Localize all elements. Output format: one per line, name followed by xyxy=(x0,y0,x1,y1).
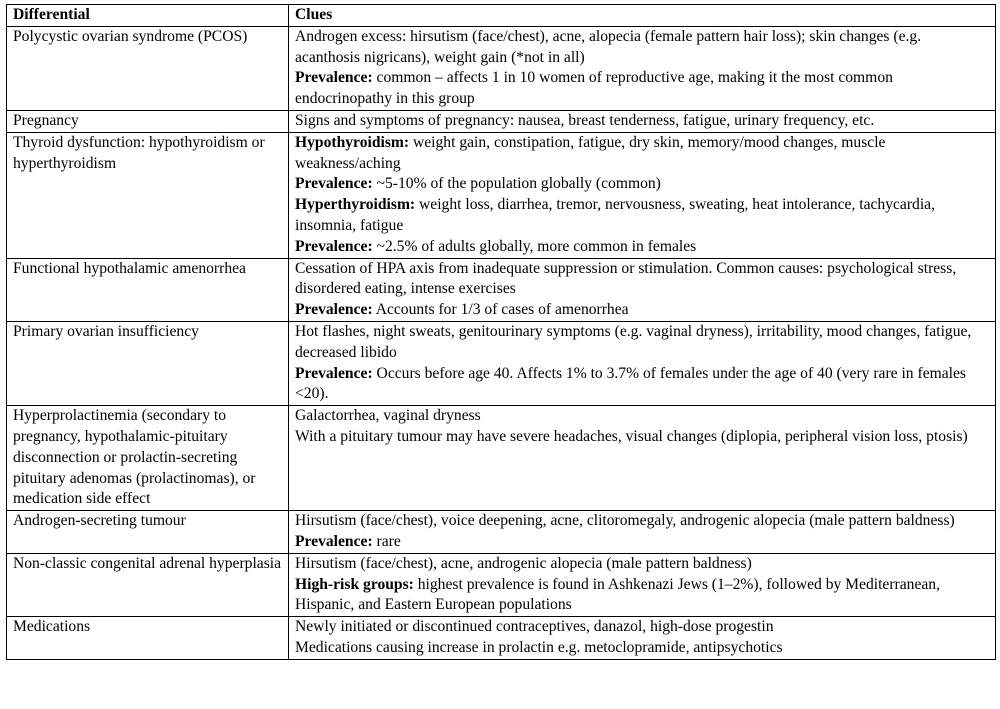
differential-cell: Thyroid dysfunction: hypothyroidism or hyperthyroidism xyxy=(7,132,289,258)
clue-line xyxy=(295,237,989,258)
clue-line xyxy=(295,111,989,132)
clue-text: ~2.5% of adults globally, more common in females xyxy=(372,237,697,255)
clue-label: High-risk groups: xyxy=(295,575,414,593)
clue-label: Prevalence: xyxy=(295,532,373,550)
differential-cell: Androgen-secreting tumour xyxy=(7,511,289,554)
clue-line xyxy=(295,427,989,448)
table-row xyxy=(7,132,996,258)
differential-cell: Medications xyxy=(7,617,289,660)
clue-line xyxy=(295,27,989,69)
clue-text: Newly initiated or discontinued contraceptives, danazol, high-dose progestin xyxy=(295,618,774,636)
clues-cell xyxy=(289,258,996,321)
clues-cell xyxy=(289,511,996,554)
differential-cell: Polycystic ovarian syndrome (PCOS) xyxy=(7,26,289,110)
clue-line xyxy=(295,511,989,532)
clue-text: Galactorrhea, vaginal dryness xyxy=(295,407,481,425)
table-row xyxy=(7,617,996,660)
differential-cell: Non-classic congenital adrenal hyperplasia xyxy=(7,553,289,616)
clues-cell xyxy=(289,321,996,405)
differential-cell: Pregnancy xyxy=(7,110,289,132)
table-row xyxy=(7,511,996,554)
clue-line xyxy=(295,575,989,617)
clue-text: Hirsutism (face/chest), voice deepening, acne, clitoromegaly, androgenic alopecia (male pattern baldness) xyxy=(295,512,955,530)
clues-cell xyxy=(289,406,996,511)
clue-label: Prevalence: xyxy=(295,175,373,193)
table-row xyxy=(7,110,996,132)
table-row xyxy=(7,26,996,110)
clue-line xyxy=(295,259,989,301)
clue-line xyxy=(295,638,989,659)
table-row xyxy=(7,258,996,321)
clue-text: Hirsutism (face/chest), acne, androgenic alopecia (male pattern baldness) xyxy=(295,554,752,572)
clues-cell xyxy=(289,26,996,110)
clue-label: Prevalence: xyxy=(295,69,373,87)
clue-text: Androgen excess: hirsutism (face/chest), acne, alopecia (female pattern hair loss); skin changes (e.g. acanthosis nigricans), weight gain (*not in all) xyxy=(295,27,922,66)
clue-line xyxy=(295,532,989,553)
clue-text: common – affects 1 in 10 women of reproductive age, making it the most common endocrinopathy in this group xyxy=(295,69,893,108)
clue-text: weight loss, diarrhea, tremor, nervousness, sweating, heat intolerance, tachycardia, insomnia, fatigue xyxy=(295,196,935,234)
clue-text: highest prevalence is found in Ashkenazi Jews (1–2%), followed by Mediterranean, Hispanic, and Eastern European populations xyxy=(295,575,940,614)
clues-cell xyxy=(289,553,996,616)
differential-table xyxy=(6,4,996,660)
clue-line xyxy=(295,554,989,575)
clue-label: Hypothyroidism: xyxy=(295,133,410,151)
clue-line xyxy=(295,195,989,237)
clue-text: With a pituitary tumour may have severe headaches, visual changes (diplopia, peripheral vision loss, ptosis) xyxy=(295,427,968,445)
differential-cell: Hyperprolactinemia (secondary to pregnancy, hypothalamic-pituitary disconnection or prolactin-secreting pituitary adenomas (prolactinomas), or medication side effect xyxy=(7,406,289,511)
clue-text: Hot flashes, night sweats, genitourinary symptoms (e.g. vaginal dryness), irritability, mood changes, fatigue, decreased libido xyxy=(295,322,972,361)
clues-cell xyxy=(289,132,996,258)
clue-text: ~5-10% of the population globally (common) xyxy=(372,175,661,193)
clue-label: Prevalence: xyxy=(295,301,373,319)
clue-text: Signs and symptoms of pregnancy: nausea, breast tenderness, fatigue, urinary frequency, etc. xyxy=(295,111,875,129)
table-row xyxy=(7,321,996,405)
differential-cell: Primary ovarian insufficiency xyxy=(7,321,289,405)
clue-text: Medications causing increase in prolactin e.g. metoclopramide, antipsychotics xyxy=(295,638,783,656)
clues-cell xyxy=(289,110,996,132)
clue-text: weight gain, constipation, fatigue, dry skin, memory/mood changes, muscle weakness/aching xyxy=(295,133,886,172)
clue-label: Prevalence: xyxy=(295,237,373,255)
clues-cell xyxy=(289,617,996,660)
clue-text: Cessation of HPA axis from inadequate suppression or stimulation. Common causes: psychological stress, disordered eating, intense exercises xyxy=(295,259,957,298)
differential-cell: Functional hypothalamic amenorrhea xyxy=(7,258,289,321)
clue-text: Accounts for 1/3 of cases of amenorrhea xyxy=(372,301,629,319)
clue-line xyxy=(295,300,989,321)
header-clues: Clues xyxy=(289,5,996,27)
clue-line xyxy=(295,406,989,427)
clue-line xyxy=(295,174,989,195)
clue-line xyxy=(295,68,989,110)
header-row xyxy=(7,5,996,27)
clue-label: Prevalence: xyxy=(295,364,373,382)
clue-line xyxy=(295,364,989,406)
clue-text: rare xyxy=(372,532,401,550)
table-row xyxy=(7,406,996,511)
clue-line xyxy=(295,133,989,175)
clue-label: Hyperthyroidism: xyxy=(295,196,416,214)
header-differential: Differential xyxy=(7,5,289,27)
table-row xyxy=(7,553,996,616)
clue-text: Occurs before age 40. Affects 1% to 3.7% of females under the age of 40 (very rare in females <20). xyxy=(295,364,966,403)
clue-line xyxy=(295,617,989,638)
clue-line xyxy=(295,322,989,364)
table-body xyxy=(7,26,996,659)
